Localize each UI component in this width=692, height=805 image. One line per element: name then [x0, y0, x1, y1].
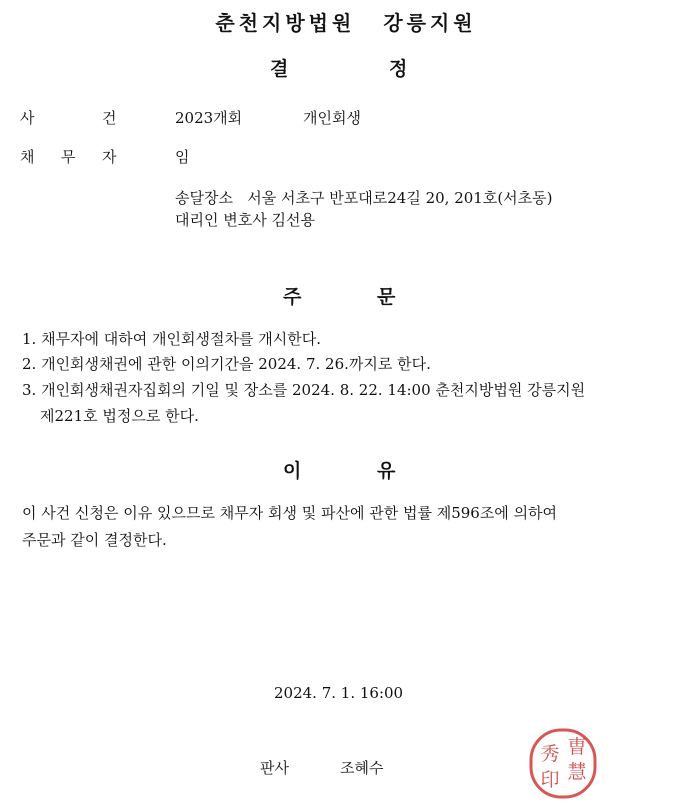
reason-heading-char-2: 유: [377, 460, 396, 482]
case-label-char-2: 건: [102, 109, 117, 127]
case-type: 개인회생: [303, 109, 361, 127]
debtor-label-char-2: 무: [61, 148, 76, 166]
svg-text:慧: 慧: [567, 761, 587, 783]
order-item-1: 1. 채무자에 대하여 개인회생절차를 개시한다.: [22, 330, 321, 348]
court-branch-name: 강릉지원: [383, 11, 477, 35]
order-heading-char-1: 주: [283, 286, 302, 308]
case-number: 2023개회: [175, 109, 243, 127]
order-item-3-line-1: 3. 개인회생채권자집회의 기일 및 장소를 2024. 8. 22. 14:00 춘천지방법원 강릉지원: [22, 381, 586, 399]
order-item-3-line-2: 제221호 법정으로 한다.: [40, 407, 199, 425]
decision-datetime: 2024. 7. 1. 16:00: [274, 684, 404, 702]
doc-title-char-1: 결: [270, 58, 289, 80]
case-label-char-1: 사: [20, 109, 35, 127]
reason-line-2: 주문과 같이 결정한다.: [22, 531, 167, 549]
doc-title-char-2: 정: [389, 58, 408, 80]
service-address: 서울 서초구 반포대로24길 20, 201호(서초동): [247, 189, 553, 207]
service-label: 송달장소: [175, 189, 233, 207]
order-item-2: 2. 개인회생채권에 관한 이의기간을 2024. 7. 26.까지로 한다.: [22, 355, 431, 373]
svg-text:印: 印: [540, 769, 560, 791]
court-name-main: 춘천지방법원: [215, 11, 356, 35]
reason-line-1: 이 사건 신청은 이유 있으므로 채무자 회생 및 파산에 관한 법률 제596조에 의하여: [22, 504, 558, 522]
agent-line: 대리인 변호사 김선용: [175, 211, 315, 229]
reason-heading-char-1: 이: [283, 460, 302, 482]
judge-name: 조혜수: [340, 759, 384, 777]
judge-label: 판사: [260, 759, 289, 777]
debtor-label-char-3: 자: [102, 148, 117, 166]
judge-seal-stamp: [528, 726, 598, 801]
debtor-label-char-1: 채: [20, 148, 35, 166]
svg-text:秀: 秀: [540, 743, 560, 765]
svg-text:曺: 曺: [567, 736, 587, 758]
order-heading-char-2: 문: [377, 286, 396, 308]
court-name: [0, 7, 692, 36]
debtor-name: 임: [175, 148, 190, 166]
service-address-line: [175, 188, 553, 208]
